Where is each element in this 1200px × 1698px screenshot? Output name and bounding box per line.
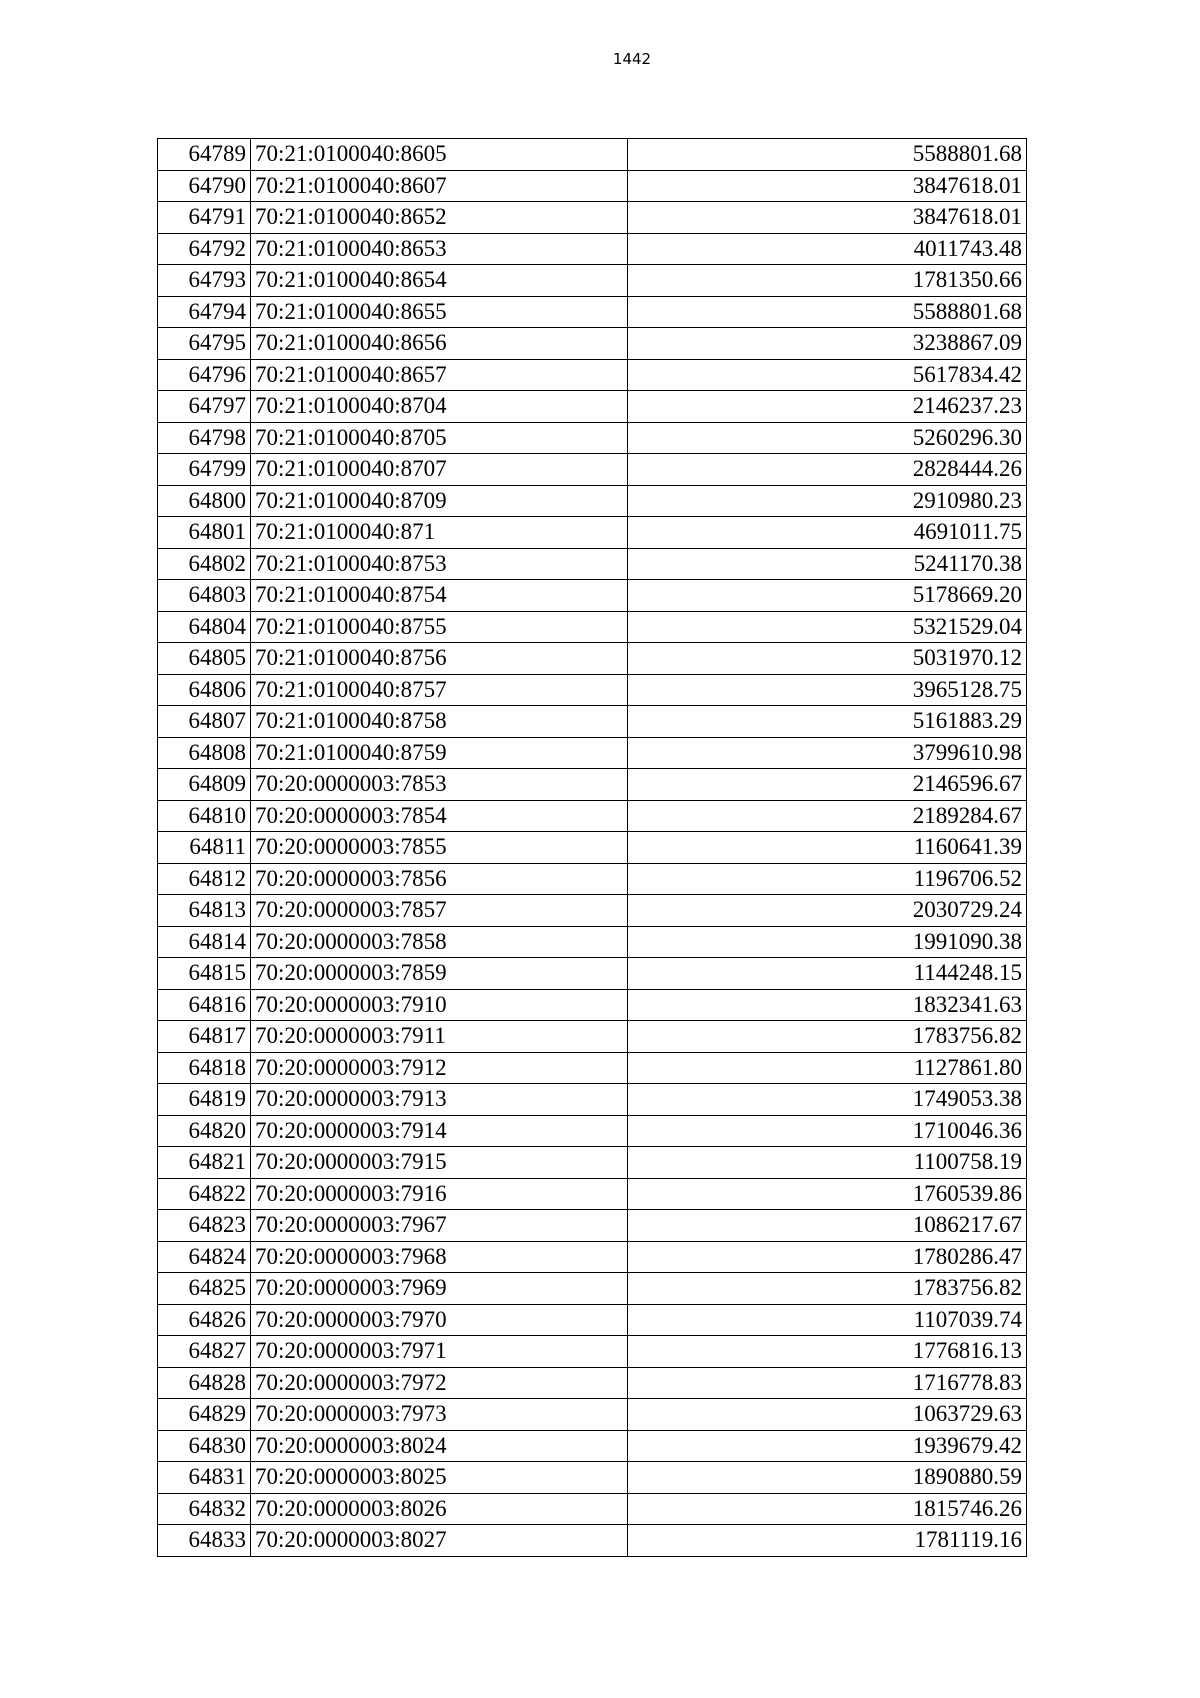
- row-number-cell: 64801: [158, 517, 251, 549]
- cadastral-number-cell: 70:20:0000003:7971: [251, 1336, 628, 1368]
- value-cell: 1107039.74: [628, 1304, 1027, 1336]
- value-cell: 2030729.24: [628, 895, 1027, 927]
- row-number-cell: 64806: [158, 674, 251, 706]
- row-number-cell: 64813: [158, 895, 251, 927]
- row-number-cell: 64827: [158, 1336, 251, 1368]
- cadastral-number-cell: 70:20:0000003:7915: [251, 1147, 628, 1179]
- cadastral-number-cell: 70:21:0100040:871: [251, 517, 628, 549]
- value-cell: 2146237.23: [628, 391, 1027, 423]
- table-row: [158, 1304, 1027, 1336]
- table-row: [158, 769, 1027, 801]
- cadastral-number-cell: 70:21:0100040:8653: [251, 233, 628, 265]
- cadastral-number-cell: 70:21:0100040:8753: [251, 548, 628, 580]
- table-row: [158, 359, 1027, 391]
- row-number-cell: 64832: [158, 1493, 251, 1525]
- table-row: [158, 517, 1027, 549]
- value-cell: 1760539.86: [628, 1178, 1027, 1210]
- table-row: [158, 674, 1027, 706]
- table-row: [158, 328, 1027, 360]
- value-cell: 3799610.98: [628, 737, 1027, 769]
- row-number-cell: 64824: [158, 1241, 251, 1273]
- table-row: [158, 926, 1027, 958]
- row-number-cell: 64830: [158, 1430, 251, 1462]
- cadastral-number-cell: 70:20:0000003:7855: [251, 832, 628, 864]
- table-row: [158, 548, 1027, 580]
- row-number-cell: 64804: [158, 611, 251, 643]
- cadastral-value-table: [157, 138, 1027, 1557]
- table-row: [158, 611, 1027, 643]
- row-number-cell: 64817: [158, 1021, 251, 1053]
- value-cell: 3847618.01: [628, 202, 1027, 234]
- value-cell: 1710046.36: [628, 1115, 1027, 1147]
- cadastral-number-cell: 70:21:0100040:8758: [251, 706, 628, 738]
- row-number-cell: 64828: [158, 1367, 251, 1399]
- value-cell: 2189284.67: [628, 800, 1027, 832]
- cadastral-number-cell: 70:20:0000003:7853: [251, 769, 628, 801]
- table-row: [158, 1273, 1027, 1305]
- value-cell: 1144248.15: [628, 958, 1027, 990]
- row-number-cell: 64799: [158, 454, 251, 486]
- table-body: [158, 139, 1027, 1557]
- row-number-cell: 64833: [158, 1525, 251, 1557]
- table-row: [158, 895, 1027, 927]
- value-cell: 5588801.68: [628, 139, 1027, 171]
- cadastral-number-cell: 70:20:0000003:7968: [251, 1241, 628, 1273]
- cadastral-number-cell: 70:20:0000003:7973: [251, 1399, 628, 1431]
- table-row: [158, 1084, 1027, 1116]
- value-cell: 1063729.63: [628, 1399, 1027, 1431]
- value-cell: 1127861.80: [628, 1052, 1027, 1084]
- row-number-cell: 64815: [158, 958, 251, 990]
- cadastral-number-cell: 70:20:0000003:7911: [251, 1021, 628, 1053]
- value-cell: 1781350.66: [628, 265, 1027, 297]
- cadastral-number-cell: 70:20:0000003:7913: [251, 1084, 628, 1116]
- cadastral-number-cell: 70:21:0100040:8654: [251, 265, 628, 297]
- value-cell: 4691011.75: [628, 517, 1027, 549]
- row-number-cell: 64794: [158, 296, 251, 328]
- row-number-cell: 64803: [158, 580, 251, 612]
- row-number-cell: 64814: [158, 926, 251, 958]
- row-number-cell: 64810: [158, 800, 251, 832]
- table-row: [158, 1115, 1027, 1147]
- table-row: [158, 643, 1027, 675]
- cadastral-number-cell: 70:20:0000003:7858: [251, 926, 628, 958]
- table-row: [158, 1493, 1027, 1525]
- value-cell: 5260296.30: [628, 422, 1027, 454]
- cadastral-number-cell: 70:21:0100040:8655: [251, 296, 628, 328]
- value-cell: 1086217.67: [628, 1210, 1027, 1242]
- table-row: [158, 1241, 1027, 1273]
- table-row: [158, 863, 1027, 895]
- table-row: [158, 391, 1027, 423]
- cadastral-number-cell: 70:21:0100040:8704: [251, 391, 628, 423]
- row-number-cell: 64819: [158, 1084, 251, 1116]
- row-number-cell: 64802: [158, 548, 251, 580]
- value-cell: 5617834.42: [628, 359, 1027, 391]
- table-row: [158, 1525, 1027, 1557]
- cadastral-number-cell: 70:21:0100040:8755: [251, 611, 628, 643]
- table-row: [158, 422, 1027, 454]
- cadastral-number-cell: 70:20:0000003:8024: [251, 1430, 628, 1462]
- table-row: [158, 1430, 1027, 1462]
- cadastral-number-cell: 70:20:0000003:7969: [251, 1273, 628, 1305]
- cadastral-number-cell: 70:20:0000003:7914: [251, 1115, 628, 1147]
- table-row: [158, 202, 1027, 234]
- cadastral-number-cell: 70:21:0100040:8757: [251, 674, 628, 706]
- cadastral-number-cell: 70:20:0000003:8025: [251, 1462, 628, 1494]
- value-cell: 1780286.47: [628, 1241, 1027, 1273]
- row-number-cell: 64829: [158, 1399, 251, 1431]
- cadastral-number-cell: 70:20:0000003:7856: [251, 863, 628, 895]
- table-row: [158, 832, 1027, 864]
- table-row: [158, 170, 1027, 202]
- row-number-cell: 64820: [158, 1115, 251, 1147]
- table-row: [158, 1052, 1027, 1084]
- row-number-cell: 64811: [158, 832, 251, 864]
- row-number-cell: 64795: [158, 328, 251, 360]
- cadastral-number-cell: 70:21:0100040:8652: [251, 202, 628, 234]
- row-number-cell: 64823: [158, 1210, 251, 1242]
- cadastral-number-cell: 70:21:0100040:8756: [251, 643, 628, 675]
- table-row: [158, 296, 1027, 328]
- value-cell: 3238867.09: [628, 328, 1027, 360]
- value-cell: 4011743.48: [628, 233, 1027, 265]
- cadastral-number-cell: 70:20:0000003:7912: [251, 1052, 628, 1084]
- value-cell: 5161883.29: [628, 706, 1027, 738]
- value-cell: 1783756.82: [628, 1273, 1027, 1305]
- value-cell: 1100758.19: [628, 1147, 1027, 1179]
- cadastral-number-cell: 70:21:0100040:8707: [251, 454, 628, 486]
- row-number-cell: 64809: [158, 769, 251, 801]
- cadastral-number-cell: 70:20:0000003:7859: [251, 958, 628, 990]
- table-row: [158, 485, 1027, 517]
- cadastral-number-cell: 70:20:0000003:7910: [251, 989, 628, 1021]
- value-cell: 5588801.68: [628, 296, 1027, 328]
- cadastral-number-cell: 70:20:0000003:7972: [251, 1367, 628, 1399]
- value-cell: 1815746.26: [628, 1493, 1027, 1525]
- table-row: [158, 706, 1027, 738]
- value-cell: 1160641.39: [628, 832, 1027, 864]
- cadastral-number-cell: 70:21:0100040:8607: [251, 170, 628, 202]
- row-number-cell: 64800: [158, 485, 251, 517]
- row-number-cell: 64805: [158, 643, 251, 675]
- table-row: [158, 139, 1027, 171]
- cadastral-number-cell: 70:20:0000003:7916: [251, 1178, 628, 1210]
- cadastral-number-cell: 70:21:0100040:8754: [251, 580, 628, 612]
- row-number-cell: 64790: [158, 170, 251, 202]
- table-row: [158, 1178, 1027, 1210]
- cadastral-number-cell: 70:21:0100040:8605: [251, 139, 628, 171]
- value-cell: 5031970.12: [628, 643, 1027, 675]
- value-cell: 2910980.23: [628, 485, 1027, 517]
- row-number-cell: 64822: [158, 1178, 251, 1210]
- table-row: [158, 1336, 1027, 1368]
- row-number-cell: 64821: [158, 1147, 251, 1179]
- row-number-cell: 64825: [158, 1273, 251, 1305]
- cadastral-number-cell: 70:21:0100040:8759: [251, 737, 628, 769]
- table-row: [158, 1462, 1027, 1494]
- row-number-cell: 64792: [158, 233, 251, 265]
- value-cell: 5321529.04: [628, 611, 1027, 643]
- value-cell: 5178669.20: [628, 580, 1027, 612]
- cadastral-number-cell: 70:20:0000003:8027: [251, 1525, 628, 1557]
- cadastral-number-cell: 70:20:0000003:7854: [251, 800, 628, 832]
- table-row: [158, 580, 1027, 612]
- value-cell: 1939679.42: [628, 1430, 1027, 1462]
- cadastral-number-cell: 70:20:0000003:8026: [251, 1493, 628, 1525]
- row-number-cell: 64831: [158, 1462, 251, 1494]
- cadastral-number-cell: 70:21:0100040:8705: [251, 422, 628, 454]
- cadastral-number-cell: 70:21:0100040:8656: [251, 328, 628, 360]
- value-cell: 1890880.59: [628, 1462, 1027, 1494]
- cadastral-number-cell: 70:20:0000003:7857: [251, 895, 628, 927]
- table-row: [158, 989, 1027, 1021]
- row-number-cell: 64807: [158, 706, 251, 738]
- value-cell: 2828444.26: [628, 454, 1027, 486]
- table-row: [158, 958, 1027, 990]
- value-cell: 1749053.38: [628, 1084, 1027, 1116]
- row-number-cell: 64793: [158, 265, 251, 297]
- value-cell: 1196706.52: [628, 863, 1027, 895]
- row-number-cell: 64789: [158, 139, 251, 171]
- row-number-cell: 64826: [158, 1304, 251, 1336]
- table-row: [158, 233, 1027, 265]
- value-cell: 2146596.67: [628, 769, 1027, 801]
- row-number-cell: 64796: [158, 359, 251, 391]
- row-number-cell: 64798: [158, 422, 251, 454]
- row-number-cell: 64816: [158, 989, 251, 1021]
- value-cell: 3965128.75: [628, 674, 1027, 706]
- table-row: [158, 1399, 1027, 1431]
- value-cell: 1832341.63: [628, 989, 1027, 1021]
- table-row: [158, 800, 1027, 832]
- table-row: [158, 265, 1027, 297]
- value-cell: 1991090.38: [628, 926, 1027, 958]
- table-row: [158, 1367, 1027, 1399]
- table-row: [158, 1021, 1027, 1053]
- value-cell: 1781119.16: [628, 1525, 1027, 1557]
- table-row: [158, 454, 1027, 486]
- row-number-cell: 64812: [158, 863, 251, 895]
- table-row: [158, 1147, 1027, 1179]
- page-number: 1442: [612, 50, 652, 68]
- cadastral-number-cell: 70:21:0100040:8709: [251, 485, 628, 517]
- value-cell: 5241170.38: [628, 548, 1027, 580]
- value-cell: 3847618.01: [628, 170, 1027, 202]
- row-number-cell: 64818: [158, 1052, 251, 1084]
- cadastral-number-cell: 70:21:0100040:8657: [251, 359, 628, 391]
- table-row: [158, 1210, 1027, 1242]
- value-cell: 1776816.13: [628, 1336, 1027, 1368]
- row-number-cell: 64797: [158, 391, 251, 423]
- value-cell: 1783756.82: [628, 1021, 1027, 1053]
- row-number-cell: 64791: [158, 202, 251, 234]
- cadastral-number-cell: 70:20:0000003:7967: [251, 1210, 628, 1242]
- cadastral-number-cell: 70:20:0000003:7970: [251, 1304, 628, 1336]
- value-cell: 1716778.83: [628, 1367, 1027, 1399]
- row-number-cell: 64808: [158, 737, 251, 769]
- table-row: [158, 737, 1027, 769]
